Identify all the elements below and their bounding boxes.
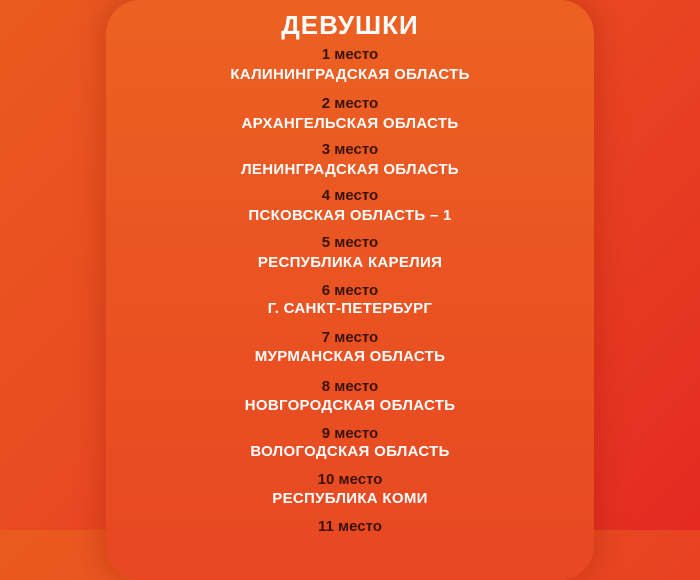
team-name-6: Г. САНКТ-ПЕТЕРБУРГ [267,300,433,317]
place-label-3: 3 место [321,141,379,158]
place-label-4: 4 место [321,187,379,204]
place-label-5: 5 место [321,234,379,251]
place-label-2: 2 место [321,95,379,112]
team-name-5: РЕСПУБЛИКА КАРЕЛИЯ [257,254,443,271]
place-label-1: 1 место [321,46,379,63]
place-label-6: 6 место [321,282,379,299]
team-name-2: АРХАНГЕЛЬСКАЯ ОБЛАСТЬ [241,115,459,132]
place-label-9: 9 место [321,425,379,442]
place-label-8: 8 место [321,378,379,395]
team-name-10: РЕСПУБЛИКА КОМИ [272,490,428,507]
results-card [106,0,594,580]
place-label-10: 10 место [317,471,383,488]
team-name-1: КАЛИНИНГРАДСКАЯ ОБЛАСТЬ [230,66,470,83]
team-name-9: ВОЛОГОДСКАЯ ОБЛАСТЬ [250,443,450,460]
place-label-11: 11 место [318,518,382,535]
team-name-3: ЛЕНИНГРАДСКАЯ ОБЛАСТЬ [241,161,459,178]
team-name-8: НОВГОРОДСКАЯ ОБЛАСТЬ [244,397,456,414]
page-title: ДЕВУШКИ [281,10,419,40]
team-name-7: МУРМАНСКАЯ ОБЛАСТЬ [254,348,446,365]
place-label-7: 7 место [321,329,379,346]
team-name-4: ПСКОВСКАЯ ОБЛАСТЬ – 1 [248,207,452,224]
